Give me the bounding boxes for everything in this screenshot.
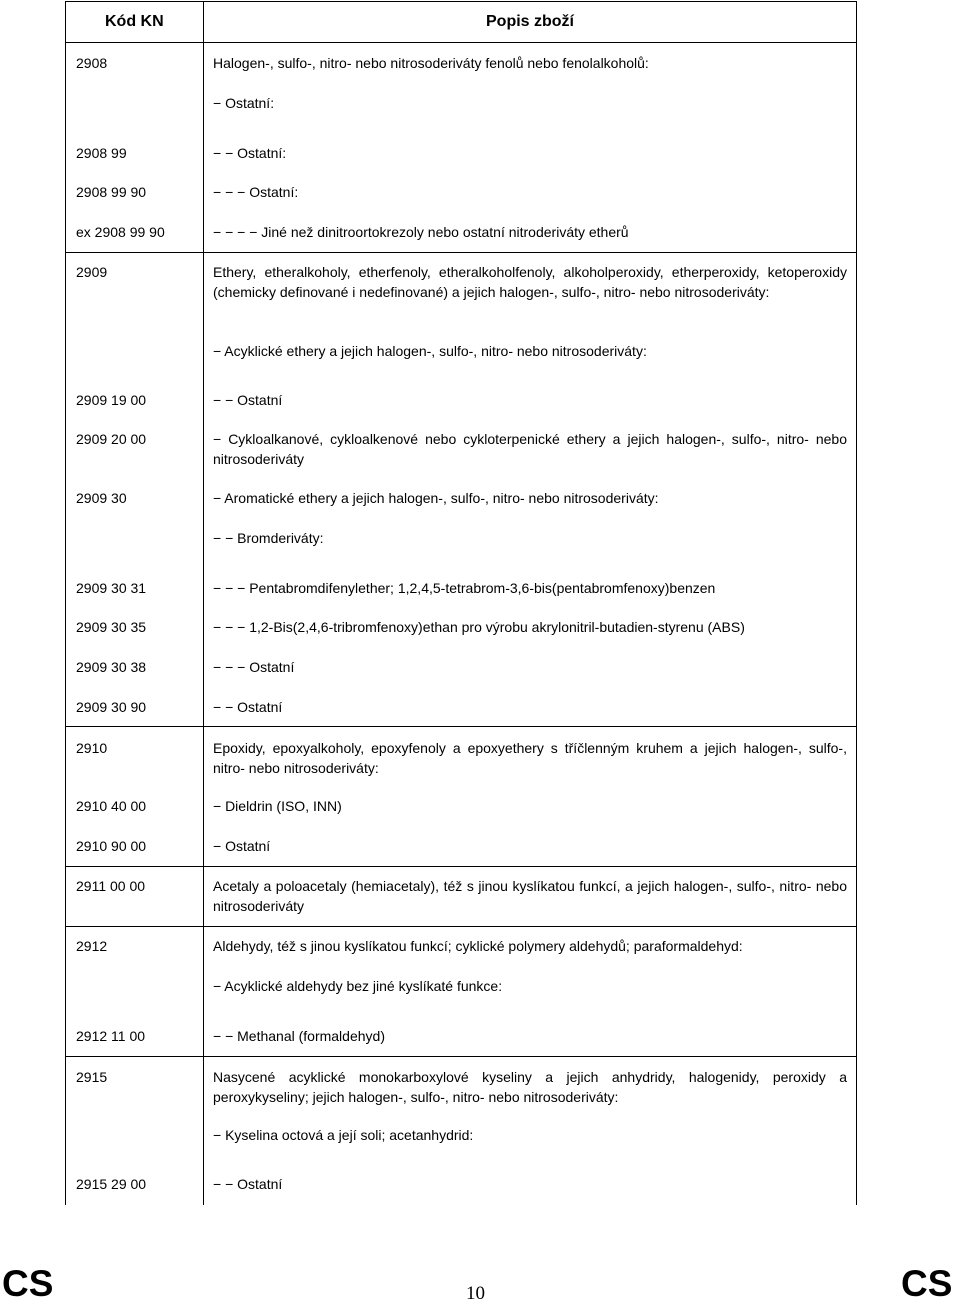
row-description: − − − − Jiné než dinitroortokrezoly nebo ostatní nitroderiváty etherů (213, 224, 629, 240)
row-code: 2908 (76, 55, 108, 71)
row-code: ex 2908 99 90 (76, 224, 165, 240)
row-description: − − − 1,2-Bis(2,4,6-tribromfenoxy)ethan pro výrobu akrylonitril-butadien-styrenu (ABS) (213, 619, 745, 635)
row-description: Halogen-, sulfo-, nitro- nebo nitrosoderiváty fenolů nebo fenolalkoholů: (213, 55, 649, 71)
row-description: − − Ostatní (213, 1176, 283, 1192)
row-code: 2909 30 35 (76, 619, 147, 635)
row-description: − − Bromderiváty: (213, 530, 324, 546)
header-description: Popis zboží (486, 13, 574, 30)
group-divider-2911 (65, 866, 857, 867)
group-divider-2912 (65, 926, 857, 927)
row-description: Acetaly a poloacetaly (hemiacetaly), též s jinou kyslíkatou funkcí, a jejich halogen-, sulfo-, nitro- nebo nitrosoderiváty (213, 878, 847, 914)
row-description: − − − Ostatní (213, 659, 295, 675)
row-code: 2910 40 00 (76, 798, 147, 814)
row-code: 2915 (76, 1069, 108, 1085)
row-code: 2909 20 00 (76, 431, 147, 447)
header-divider (65, 42, 857, 43)
row-code: 2910 90 00 (76, 838, 147, 854)
row-code: 2909 (76, 264, 108, 280)
row-description: Ethery, etheralkoholy, etherfenoly, etheralkoholfenoly, alkoholperoxidy, etherperoxidy, ketoperoxidy (chemicky definované i nedefinované) a jejich halogen-, sulfo-, nitro- nebo nitrosoderiváty: (213, 264, 847, 300)
row-description: Aldehydy, též s jinou kyslíkatou funkcí; cyklické polymery aldehydů; paraformaldehyd: (213, 938, 743, 954)
row-description: Nasycené acyklické monokarboxylové kyseliny a jejich anhydridy, halogenidy, peroxidy a peroxykyseliny; jejich halogen-, sulfo-, nitro- nebo nitrosoderiváty: (213, 1069, 847, 1105)
row-description: − Acyklické ethery a jejich halogen-, sulfo-, nitro- nebo nitrosoderiváty: (213, 343, 647, 359)
footer-language-left: CS (2, 1263, 54, 1304)
header-code: Kód KN (105, 13, 164, 30)
row-description: − − Methanal (formaldehyd) (213, 1028, 385, 1044)
page-number: 10 (466, 1283, 485, 1304)
row-code: 2908 99 90 (76, 184, 147, 200)
row-code: 2909 30 38 (76, 659, 147, 675)
row-description: − − − Pentabromdifenylether; 1,2,4,5-tetrabrom-3,6-bis(pentabromfenoxy)benzen (213, 580, 716, 596)
row-description: − − Ostatní (213, 699, 283, 715)
row-code: 2909 19 00 (76, 392, 147, 408)
row-code: 2909 30 31 (76, 580, 147, 596)
row-description: − Ostatní: (213, 95, 275, 111)
row-code: 2912 (76, 938, 108, 954)
group-divider-2915 (65, 1056, 857, 1057)
row-description: − − Ostatní (213, 392, 283, 408)
row-code: 2912 11 00 (76, 1028, 146, 1044)
group-divider-2910 (65, 726, 857, 727)
row-description: − Dieldrin (ISO, INN) (213, 798, 342, 814)
row-description: − Ostatní (213, 838, 271, 854)
row-description: − − − Ostatní: (213, 184, 299, 200)
row-description: − Aromatické ethery a jejich halogen-, sulfo-, nitro- nebo nitrosoderiváty: (213, 490, 659, 506)
column-divider (203, 1, 204, 1205)
row-code: 2910 (76, 740, 108, 756)
footer-language-right: CS (901, 1263, 953, 1304)
row-description: − Kyselina octová a její soli; acetanhydrid: (213, 1127, 474, 1143)
row-code: 2909 30 90 (76, 699, 147, 715)
row-code: 2911 00 00 (76, 878, 146, 894)
group-divider-2909 (65, 252, 857, 253)
row-code: 2908 99 (76, 145, 127, 161)
row-description: − − Ostatní: (213, 145, 287, 161)
row-description: Epoxidy, epoxyalkoholy, epoxyfenoly a epoxyethery s tříčlenným kruhem a jejich halogen-, sulfo-, nitro- nebo nitrosoderiváty: (213, 740, 847, 776)
row-description: − Cykloalkanové, cykloalkenové nebo cykloterpenické ethery a jejich halogen-, sulfo-, nitro- nebo nitrosoderiváty (213, 431, 847, 467)
row-description: − Acyklické aldehydy bez jiné kyslíkaté funkce: (213, 978, 503, 994)
row-code: 2915 29 00 (76, 1176, 147, 1192)
row-code: 2909 30 (76, 490, 127, 506)
